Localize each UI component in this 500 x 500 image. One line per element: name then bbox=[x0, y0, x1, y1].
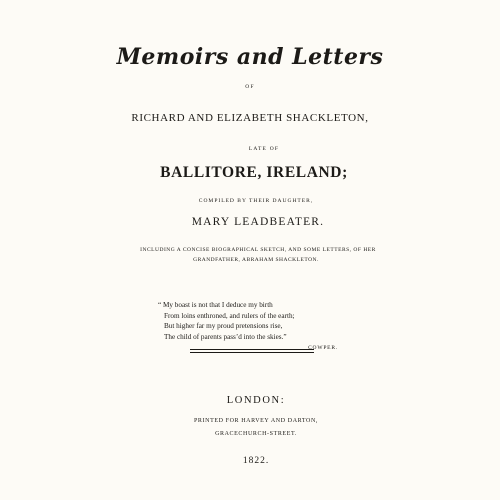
epigraph-line: But higher far my proud pretensions rise, bbox=[164, 322, 283, 330]
imprint-city: LONDON: bbox=[226, 395, 286, 406]
including-line-2: GRANDFATHER, ABRAHAM SHACKLETON. bbox=[193, 257, 319, 263]
including-line-1: INCLUDING A CONCISE BIOGRAPHICAL SKETCH, AND SOME LETTERS, OF HER bbox=[140, 247, 376, 253]
epigraph-line: “ My boast is not that I deduce my birth bbox=[158, 301, 273, 309]
compiled-by-text: COMPILED BY THEIR DAUGHTER, bbox=[198, 198, 314, 204]
divider-rule bbox=[190, 352, 314, 353]
epigraph-attribution: COWPER. bbox=[308, 345, 338, 351]
epigraph-line: From loins enthroned, and rulers of the earth; bbox=[164, 311, 295, 320]
epigraph-line: The child of parents pass’d into the skies.” bbox=[164, 332, 287, 341]
place-name: BALLITORE, IRELAND; bbox=[160, 164, 348, 181]
imprint-year: 1822. bbox=[242, 456, 270, 466]
of-text: OF bbox=[245, 84, 255, 90]
epigraph bbox=[158, 300, 338, 354]
divider-rule bbox=[190, 349, 314, 350]
late-of-text: LATE OF bbox=[248, 146, 280, 152]
book-title: Memoirs and Letters bbox=[116, 44, 384, 70]
imprint-printer: PRINTED FOR HARVEY AND DARTON, bbox=[194, 418, 318, 424]
author-name: MARY LEADBEATER. bbox=[191, 216, 325, 228]
subject-names: RICHARD AND ELIZABETH SHACKLETON, bbox=[131, 112, 369, 124]
imprint-street: GRACECHURCH-STREET. bbox=[215, 431, 297, 437]
